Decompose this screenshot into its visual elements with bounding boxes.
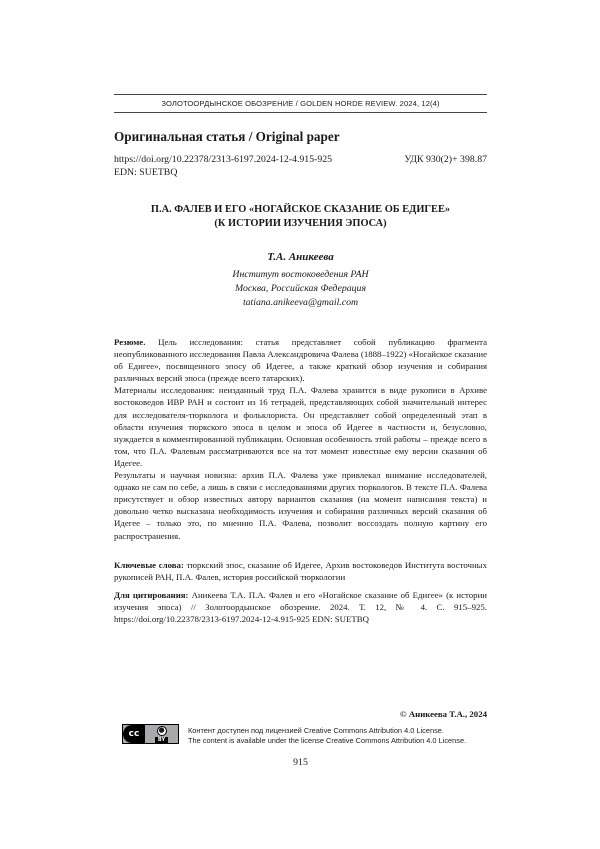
- page-number: 915: [293, 757, 308, 768]
- abstract: [114, 336, 487, 542]
- license-ru: Контент доступен под лицензией Creative Commons Attribution 4.0 License.: [188, 726, 444, 735]
- materials-paragraph: Материалы исследования: неизданный труд П.А. Фалева хранится в виде рукописи в Архиве востоковедов ИВР РАН и состоит из 16 тетрадей, представляющих собой значительный интерес для исследователя-тюрколога и фольклориста. Он представляет собой определенный этап в области изучения тюркского эпоса в целом и эпоса об Идегее в частности и, безусловно, нуждается в комментированной публикации. Основная особенность этой работы – прежде всего в том, что П.А. Фалевым рассматриваются все на тот момент известные ему версии сказания об Идегее.: [114, 385, 487, 468]
- institution: Институт востоковедения РАН: [232, 269, 369, 280]
- keywords-label: Ключевые слова:: [114, 560, 184, 570]
- location: Москва, Российская Федерация: [235, 283, 366, 294]
- section-label: Оригинальная статья / Original paper: [114, 129, 340, 144]
- license-en: The content is available under the license Creative Commons Attribution 4.0 License.: [188, 736, 467, 745]
- cc-by-license-badge[interactable]: [122, 724, 179, 744]
- author-name: Т.А. Аникеева: [267, 251, 334, 263]
- resume-paragraph: [114, 336, 487, 384]
- title-line-1: П.А. ФАЛЕВ И ЕГО «НОГАЙСКОЕ СКАЗАНИЕ ОБ ЕДИГЕЕ»: [150, 204, 451, 215]
- title-line-2: (К ИСТОРИИ ИЗУЧЕНИЯ ЭПОСА): [214, 218, 387, 229]
- cc-logo: cc: [123, 725, 145, 743]
- citation-label: Для цитирования:: [114, 590, 189, 600]
- journal-header: ЗОЛОТООРДЫНСКОЕ ОБОЗРЕНИЕ / GOLDEN HORDE REVIEW. 2024, 12(4): [114, 94, 487, 113]
- doi-link[interactable]: https://doi.org/10.22378/2313-6197.2024-12-4.915-925: [114, 154, 333, 165]
- keywords: [114, 559, 487, 583]
- keywords-text: тюркский эпос, сказание об Идегее, Архив востоковедов Института восточных рукописей РАН, П.А. Фалев, история российской тюркологии: [114, 560, 487, 583]
- edn-code: EDN: SUETBQ: [114, 167, 178, 178]
- resume-text: Цель исследования: статья представляет собой публикацию фрагмента неопубликованного исследования Павла Александровича Фалева (1888–1922) «Ногайское сказание об Едигее», посвященного эпосу об Идегее, а также краткий обзор изучения и собирания различных версий эпоса (прежде всего татарских).: [114, 337, 487, 384]
- citation-text: Аникеева Т.А. П.А. Фалев и его «Ногайское сказание об Едигее» (к истории изучения эпоса) // Золотоордынское обозрение. 2024. Т. 12, № 4. С. 915–925. https://doi.org/10.22378/2313-6197.2024-12-4.915-925 EDN: SUETBQ: [114, 590, 487, 625]
- license-text: [188, 726, 466, 746]
- cc-by-block: [145, 726, 178, 743]
- udk-code: УДК 930(2)+ 398.87: [404, 154, 487, 165]
- author-email[interactable]: tatiana.anikeeva@gmail.com: [242, 297, 359, 308]
- resume-label: Резюме.: [114, 337, 146, 347]
- article-title: [114, 203, 487, 231]
- results-paragraph: Результаты и научная новизна: архив П.А. Фалева уже привлекал внимание исследователей, однако не сам по себе, а лишь в связи с исследованиями других тюркологов. В тексте П.А. Фалева присутствует и обзор известных автору вариантов сказания (на момент написания текста) и довольно четко высказана необходимость изучения и собирания различных версий сказания об Идегее – только это, по мнению П.А. Фалева, позволит воссоздать полную картину его распространения.: [114, 470, 487, 541]
- copyright: © Аникеева Т.А., 2024: [400, 709, 487, 719]
- cc-by-label: BY: [155, 737, 168, 743]
- citation: [114, 589, 487, 625]
- attribution-person-icon: ●: [158, 725, 165, 734]
